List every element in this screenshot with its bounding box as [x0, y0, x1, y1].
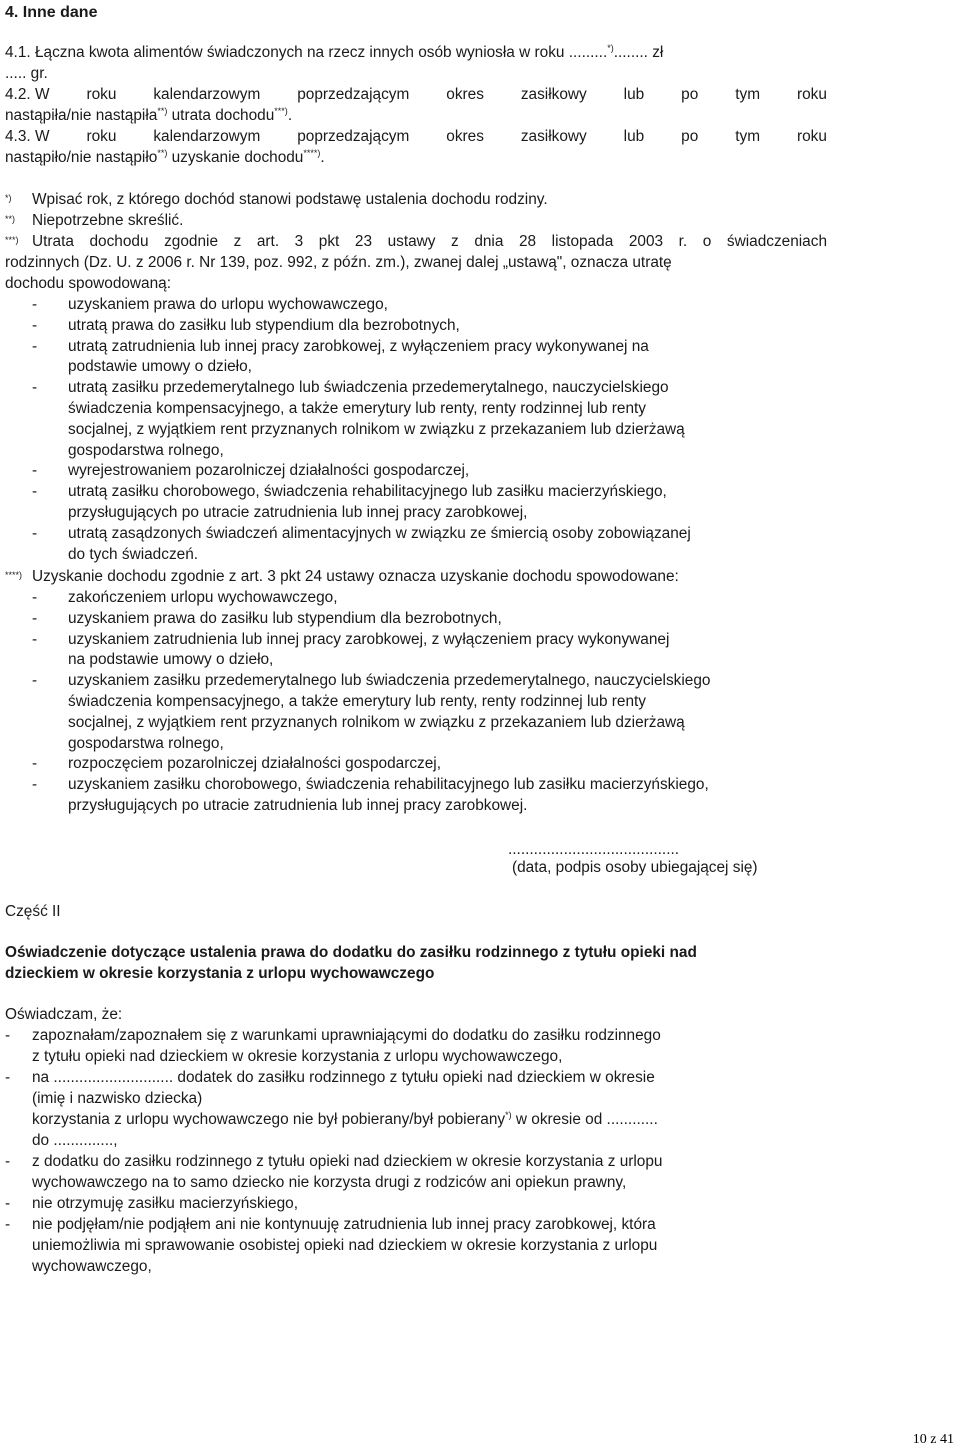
bullet: -: [32, 589, 38, 606]
footnote-3-item-line: wyrejestrowaniem pozarolniczej działalności gospodarczej,: [68, 462, 470, 480]
item-4-2-word: lub: [623, 86, 645, 103]
bullet: -: [32, 672, 38, 690]
item-4-2-word: okres: [446, 86, 484, 103]
item-4-3-word: roku: [86, 128, 117, 145]
footnote-3-item-line: utratą zasiłku przedemerytalnego lub świadczenia przedemerytalnego, nauczycielskiego: [68, 379, 669, 397]
section-heading: 4. Inne dane: [5, 4, 98, 21]
item-4-3-word: tym: [735, 128, 761, 145]
signature-label: (data, podpis osoby ubiegającej się): [512, 859, 758, 876]
item-4-3-word: lub: [623, 128, 645, 145]
footnote-4-text: Uzyskanie dochodu zgodnie z art. 3 pkt 24 ustawy oznacza uzyskanie dochodu spowodowane:: [32, 568, 679, 585]
bullet: -: [32, 630, 38, 648]
footnote-3-word: o: [702, 233, 712, 250]
item-4-2-word: kalendarzowym: [153, 86, 261, 103]
footnote-4-item-line: rozpoczęciem pozarolniczej działalności gospodarczej,: [68, 755, 441, 773]
declaration-intro: Oświadczam, że:: [5, 1006, 123, 1023]
bullet: -: [5, 1069, 11, 1086]
footnote-4-item-line: na podstawie umowy o dzieło,: [68, 651, 274, 669]
footnote-4-item-line: uzyskaniem prawa do zasiłku lub stypendium dla bezrobotnych,: [68, 609, 502, 627]
footnote-3-word: 23: [354, 233, 373, 250]
declaration-item-3-line1: z dodatku do zasiłku rodzinnego z tytułu opieki nad dzieckiem w okresie korzystania z urlopu: [32, 1153, 663, 1170]
footnote-2-mark: **): [5, 214, 16, 224]
item-4-3-word: kalendarzowym: [153, 128, 261, 145]
footnote-3-word: 3: [294, 233, 304, 250]
footnote-2-text: Niepotrzebne skreślić.: [32, 212, 184, 229]
item-4-1-line2: ..... gr.: [5, 65, 48, 82]
item-4-3-word: zasiłkowy: [520, 128, 587, 145]
footnote-3-item-line: podstawie umowy o dzieło,: [68, 358, 252, 376]
bullet: -: [5, 1153, 11, 1170]
footnote-1-text: Wpisać rok, z którego dochód stanowi podstawę ustalenia dochodu rodziny.: [32, 191, 548, 208]
item-4-2-line2: nastąpiła/nie nastąpiła**) utrata dochodu***).: [5, 105, 293, 124]
footnote-4-item-line: uzyskaniem zatrudnienia lub innej pracy zarobkowej, z wyłączeniem pracy wykonywanej: [68, 630, 670, 648]
footnote-3-item-line: gospodarstwa rolnego,: [68, 441, 224, 459]
footnote-4-mark: ****): [5, 570, 23, 580]
bullet: -: [32, 609, 38, 627]
footnote-3-word: listopada: [551, 233, 614, 250]
bullet: -: [32, 483, 38, 501]
bullet: -: [32, 462, 38, 480]
item-4-3-word: roku: [797, 128, 827, 145]
bullet: -: [32, 379, 38, 397]
item-4-2-word: roku: [86, 86, 117, 103]
footnote-3-item-line: utratą zatrudnienia lub innej pracy zarobkowej, z wyłączeniem pracy wykonywanej na: [68, 337, 649, 355]
declaration-item-5-line2: uniemożliwia mi sprawowanie osobistej opieki nad dzieckiem w okresie korzystania z urlopu: [32, 1237, 658, 1254]
footnote-3-word: z: [451, 233, 459, 250]
footnote-3-word: świadczeniach: [726, 233, 827, 250]
footnote-3-item-line: utratą zasądzonych świadczeń alimentacyjnych w związku ze śmiercią osoby zobowiązanej: [68, 524, 691, 542]
bullet: -: [32, 316, 38, 334]
item-4-3-word: 4.3. W: [5, 128, 50, 145]
footnote-3-line3: dochodu spowodowaną:: [5, 275, 172, 292]
declaration-item-5-line3: wychowawczego,: [32, 1258, 152, 1275]
part-title-line1: Oświadczenie dotyczące ustalenia prawa do dodatku do zasiłku rodzinnego z tytułu opieki nad: [5, 944, 697, 961]
footnote-4-item-line: uzyskaniem zasiłku przedemerytalnego lub świadczenia przedemerytalnego, nauczycielskiego: [68, 672, 711, 690]
child-name-caption: (imię i nazwisko dziecka): [32, 1090, 203, 1107]
part-label: Część II: [5, 903, 61, 920]
bullet: -: [32, 296, 38, 313]
item-4-3-word: po: [681, 128, 699, 145]
declaration-item-1-line1: zapoznałam/zapoznałem się z warunkami uprawniającymi do dodatku do zasiłku rodzinnego: [32, 1027, 661, 1044]
footnote-4-item-line: socjalnej, z wyjątkiem rent przyznanych rolnikom w związku z przekazaniem lub dzierżawą: [68, 713, 685, 731]
declaration-item-3-line2: wychowawczego na to samo dziecko nie korzysta drugi z rodziców ani opiekun prawny,: [32, 1174, 627, 1191]
declaration-item-4-line1: nie otrzymuję zasiłku macierzyńskiego,: [32, 1195, 299, 1212]
item-4-3-word: poprzedzającym: [297, 128, 410, 145]
item-4-2-word: po: [681, 86, 699, 103]
bullet: -: [5, 1027, 11, 1044]
footnote-3-word: z: [233, 233, 242, 250]
item-4-3-line1: [5, 127, 827, 148]
footnote-3-line1: [32, 232, 827, 253]
page-number: 10 z 41: [912, 1432, 954, 1447]
footnote-3-word: zgodnie: [164, 233, 219, 250]
bullet: -: [32, 337, 38, 355]
footnote-3-word: r.: [678, 233, 688, 250]
item-4-1-line1: 4.1. Łączna kwota alimentów świadczonych na rzecz innych osób wyniosła w roku .........*)........ zł: [5, 42, 664, 61]
declaration-item-1-line2: z tytułu opieki nad dzieckiem w okresie korzystania z urlopu wychowawczego,: [32, 1048, 563, 1065]
bullet: -: [32, 524, 38, 542]
item-4-2-word: 4.2. W: [5, 86, 50, 103]
footnote-1-mark: *): [5, 193, 12, 203]
footnote-3-item-line: do tych świadczeń.: [68, 545, 199, 563]
footnote-3-line2: rodzinnych (Dz. U. z 2006 r. Nr 139, poz. 992, z późn. zm.), zwanej dalej „ustawą", oznacza utratę: [5, 254, 672, 271]
item-4-2-line1: [5, 85, 827, 106]
footnote-4-item-line: zakończeniem urlopu wychowawczego,: [68, 589, 338, 606]
item-4-2-word: zasiłkowy: [520, 86, 587, 103]
footnote-3-word: ustawy: [387, 233, 436, 250]
footnote-3-item-line: świadczenia kompensacyjnego, a także emerytury lub renty, renty rodzinnej lub renty: [68, 400, 647, 417]
footnote-3-word: Utrata: [32, 233, 74, 250]
footnote-4-item-line: uzyskaniem zasiłku chorobowego, świadczenia rehabilitacyjnego lub zasiłku macierzyńskiego,: [68, 776, 709, 794]
footnote-3-item-line: przysługujących po utracie zatrudnienia lub innej pracy zarobkowej,: [68, 504, 528, 521]
footnote-4-item-line: gospodarstwa rolnego,: [68, 734, 224, 752]
bullet: -: [5, 1216, 11, 1233]
footnote-3-word: art.: [256, 233, 280, 250]
footnote-3-word: 2003: [628, 233, 664, 250]
footnote-3-item-line: socjalnej, z wyjątkiem rent przyznanych rolnikom w związku z przekazaniem lub dzierżawą: [68, 420, 685, 438]
item-4-2-word: roku: [797, 86, 827, 103]
footnote-3-word: dnia: [474, 233, 504, 250]
footnote-3-word: pkt: [318, 233, 340, 250]
part-title-line2: dzieckiem w okresie korzystania z urlopu wychowawczego: [5, 965, 435, 982]
item-4-2-word: tym: [735, 86, 761, 103]
declaration-item-5-line1: nie podjęłam/nie podjąłem ani nie kontynuuję zatrudnienia lub innej pracy zarobkowej, która: [32, 1216, 656, 1233]
declaration-item-2-line1: na ............................ dodatek do zasiłku rodzinnego z tytułu opieki nad dzieckiem w okresie: [32, 1069, 655, 1086]
footnote-4-item-line: świadczenia kompensacyjnego, a także emerytury lub renty, renty rodzinnej lub renty: [68, 693, 647, 710]
bullet: -: [32, 755, 38, 773]
footnote-3-item-line: utratą zasiłku chorobowego, świadczenia rehabilitacyjnego lub zasiłku macierzyńskiego,: [68, 483, 667, 501]
bullet: -: [32, 776, 38, 794]
footnote-3-item-line: uzyskaniem prawa do urlopu wychowawczego,: [68, 296, 388, 313]
bullet: -: [5, 1195, 11, 1212]
footnote-3-word: 28: [518, 233, 537, 250]
declaration-item-2-line4: do ..............,: [32, 1132, 118, 1149]
footnote-3-word: dochodu: [89, 233, 149, 250]
item-4-2-word: poprzedzającym: [297, 86, 410, 103]
footnote-4-item-line: przysługujących po utracie zatrudnienia lub innej pracy zarobkowej.: [68, 797, 528, 814]
footnote-3-item-line: utratą prawa do zasiłku lub stypendium dla bezrobotnych,: [68, 316, 460, 334]
footnote-3-mark: ***): [5, 235, 19, 245]
item-4-3-line2: nastąpiło/nie nastąpiło**) uzyskanie dochodu****).: [5, 147, 325, 166]
item-4-3-word: okres: [446, 128, 484, 145]
signature-dots: ........................................: [508, 841, 680, 858]
declaration-item-2-line3: korzystania z urlopu wychowawczego nie był pobierany/był pobierany*) w okresie od ............: [32, 1109, 658, 1128]
